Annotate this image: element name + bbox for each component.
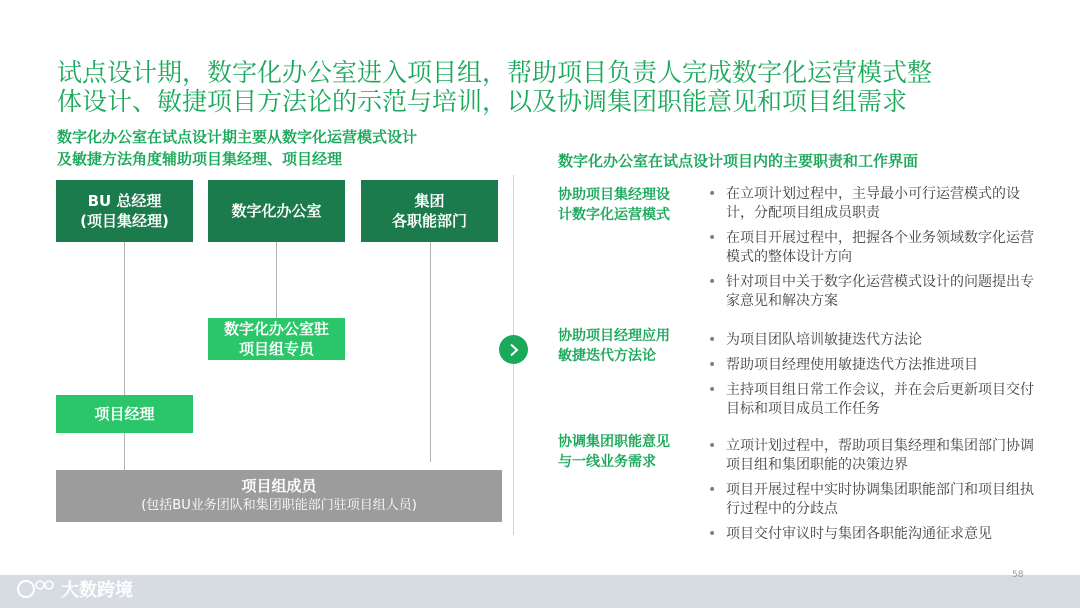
role-label-2-line-2: 敏捷迭代方法论 [558, 348, 656, 364]
footer-bar [0, 575, 1080, 608]
bullet-text: 为项目团队培训敏捷迭代方法论 [726, 332, 922, 348]
team-members-sublabel: (包括BU业务团队和集团职能部门驻项目组人员) [141, 498, 417, 513]
list-item: • 在项目开展过程中，把握各个业务领域数字化运营模式的整体设计方向 [708, 230, 1034, 265]
left-subtitle [57, 126, 527, 170]
bullet-text: 帮助项目经理使用敏捷迭代方法推进项目 [726, 357, 978, 373]
role-bullets-3 [706, 437, 1036, 550]
bullet-text: 主持项目组日常工作会议，并在会后更新项目交付目标和项目成员工作任务 [726, 382, 1034, 417]
role-bullets-2 [706, 331, 1036, 425]
team-members-label: 项目组成员 [241, 477, 317, 495]
list-item: • 帮助项目经理使用敏捷迭代方法推进项目 [708, 357, 978, 373]
bullet-text: 在立项计划过程中，主导最小可行运营模式的设计，分配项目组成员职责 [726, 186, 1020, 221]
role-label-3-line-2: 与一线业务需求 [558, 454, 656, 470]
project-manager-label: 项目经理 [94, 405, 155, 423]
role-label-2-line-1: 协助项目经理应用 [558, 328, 670, 344]
list-item: • 针对项目中关于数字化运营模式设计的问题提出专家意见和解决方案 [708, 274, 1034, 309]
role-label-1-line-1: 协助项目集经理设 [558, 187, 670, 203]
watermark-text: 大数跨境 [61, 580, 133, 601]
page-number: 58 [1012, 570, 1024, 580]
page-title-line-2: 体设计、敏捷项目方法论的示范与培训，以及协调集团职能意见和项目组需求 [57, 87, 908, 116]
page-title [57, 58, 1047, 116]
bullet-text: 项目开展过程中实时协调集团职能部门和项目组执行过程中的分歧点 [726, 482, 1034, 517]
role-label-2 [558, 326, 698, 366]
left-subtitle-line-1: 数字化办公室在试点设计期主要从数字化运营模式设计 [57, 128, 418, 146]
right-section-title: 数字化办公室在试点设计项目内的主要职责和工作界面 [558, 152, 919, 170]
watermark [16, 574, 133, 604]
group-functions-label: 集团 [414, 192, 445, 210]
watermark-logo-icon [16, 577, 56, 601]
role-label-1 [558, 185, 698, 225]
bullet-text: 针对项目中关于数字化运营模式设计的问题提出专家意见和解决方案 [726, 274, 1034, 309]
connector-bu-manager [124, 242, 125, 470]
office-delegate-box [208, 318, 345, 360]
team-members-box [56, 470, 502, 522]
list-item: • 为项目团队培训敏捷迭代方法论 [708, 332, 922, 348]
page-title-line-1: 试点设计期，数字化办公室进入项目组，帮助项目负责人完成数字化运营模式整 [57, 58, 933, 87]
list-item: • 项目开展过程中实时协调集团职能部门和项目组执行过程中的分歧点 [708, 482, 1034, 517]
group-functions-box [361, 180, 498, 242]
connector-group-functions [430, 242, 431, 462]
group-functions-sublabel: 各职能部门 [391, 212, 467, 230]
office-delegate-sublabel: 项目组专员 [238, 340, 314, 358]
connector-digital-office [276, 242, 277, 318]
chevron-right-icon [499, 335, 528, 364]
role-label-1-line-2: 计数字化运营模式 [558, 207, 670, 223]
project-manager-box [56, 395, 193, 433]
role-label-3 [558, 432, 698, 472]
digital-office-label: 数字化办公室 [231, 202, 322, 220]
bu-manager-sublabel: (项目集经理) [80, 212, 169, 230]
list-item: • 项目交付审议时与集团各职能沟通征求意见 [708, 526, 992, 542]
role-bullets-1 [706, 185, 1036, 317]
digital-office-box [208, 180, 345, 242]
role-label-3-line-1: 协调集团职能意见 [558, 434, 670, 450]
office-delegate-label: 数字化办公室驻 [223, 320, 329, 338]
list-item: • 主持项目组日常工作会议，并在会后更新项目交付目标和项目成员工作任务 [708, 382, 1034, 417]
bu-manager-label: BU 总经理 [87, 192, 162, 210]
bullet-text: 在项目开展过程中，把握各个业务领域数字化运营模式的整体设计方向 [726, 230, 1034, 265]
list-item: • 在立项计划过程中，主导最小可行运营模式的设计，分配项目组成员职责 [708, 186, 1020, 221]
bullet-text: 项目交付审议时与集团各职能沟通征求意见 [726, 526, 992, 542]
bu-manager-box [56, 180, 193, 242]
list-item: • 立项计划过程中，帮助项目集经理和集团部门协调项目组和集团职能的决策边界 [708, 438, 1034, 473]
left-subtitle-line-2: 及敏捷方法角度辅助项目集经理、项目经理 [57, 150, 343, 168]
bullet-text: 立项计划过程中，帮助项目集经理和集团部门协调项目组和集团职能的决策边界 [726, 438, 1034, 473]
